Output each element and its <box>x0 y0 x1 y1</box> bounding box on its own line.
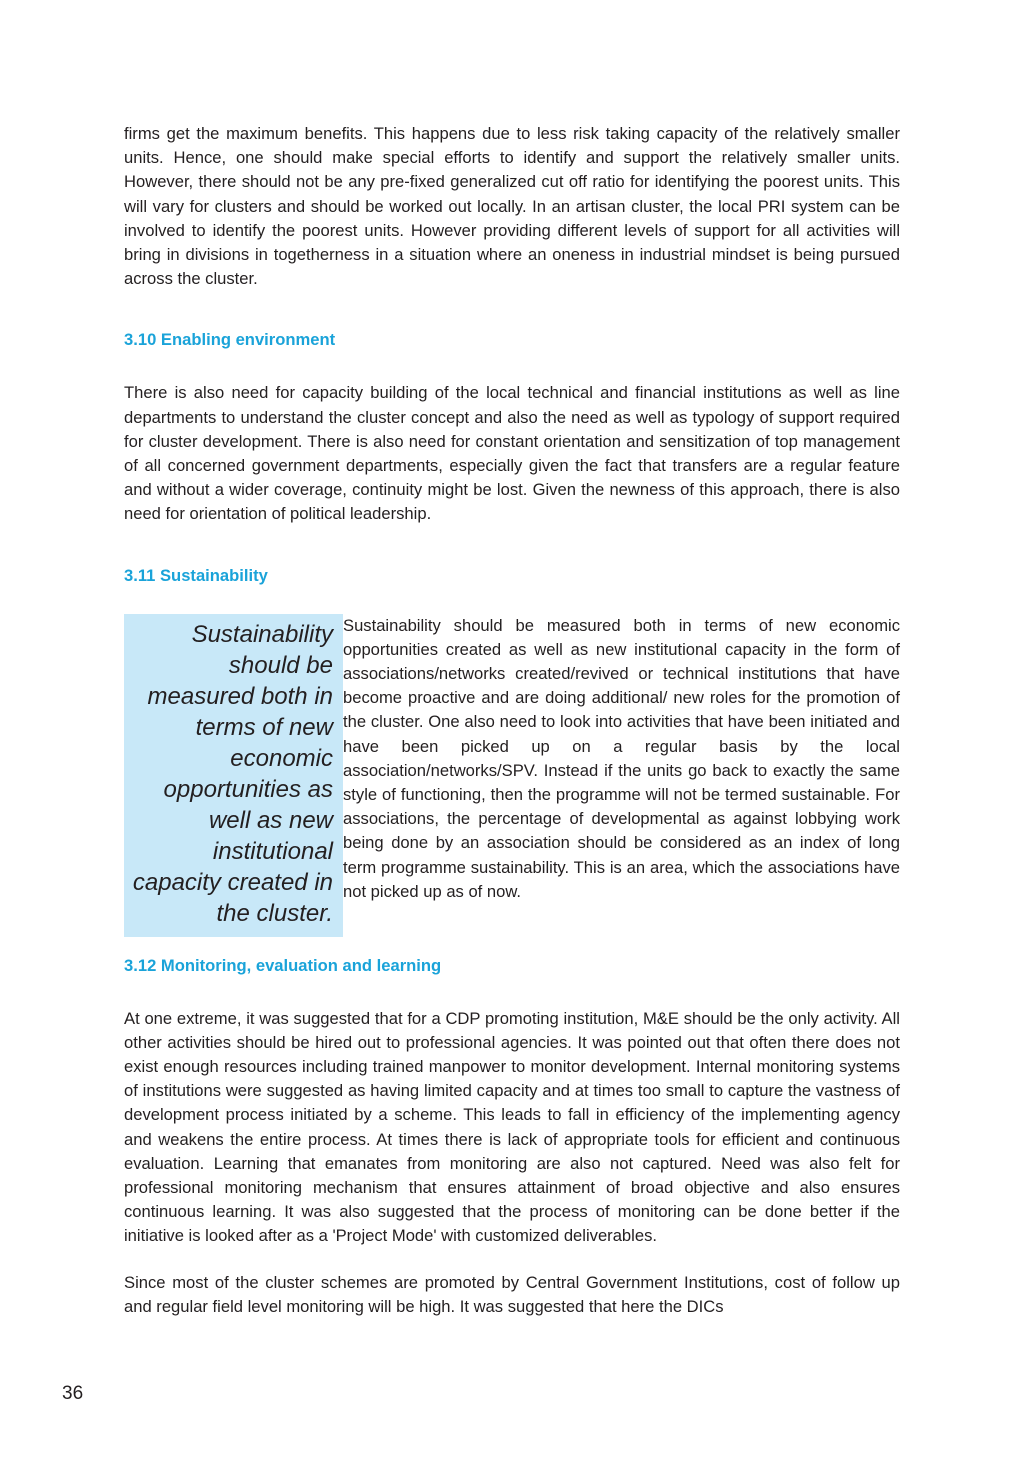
paragraph-monitoring-2: Since most of the cluster schemes are promoted by Central Government Institutions, cost of follow up and regular field level monitoring will be high. It was suggested that here the DICs <box>124 1272 900 1316</box>
section-heading-3-11: 3.11 Sustainability <box>124 565 268 585</box>
section-heading-3-12: 3.12 Monitoring, evaluation and learning <box>124 955 442 975</box>
paragraph-intro: firms get the maximum benefits. This happens due to less risk taking capacity of the relatively smaller units. Hence, one should make special efforts to identify and support the relatively smaller units. However, there should not be any pre-fixed generalized cut off ratio for identifying the poorest units. This will vary for clusters and should be worked out locally. In an artisan cluster, the local PRI system can be involved to identify the poorest units. However providing different levels of support for all activities will bring in divisions in togetherness in a situation where an oneness in industrial mindset is being pursued across the cluster. <box>124 124 900 289</box>
paragraph-sustainability: Sustainability should be measured both in terms of new economic opportunities created as well as new institutional capacity in the form of associations/networks created/revived or technical institutions that have become proactive and are doing additional/ new roles for the promotion of the cluster. One also need to look into activities that have been initiated and have been picked up on a regular basis by the local association/networks/SPV. Instead if the units go back to exactly the same style of functioning, then the programme will not be termed sustainable. For associations, the percentage of developmental as against lobbying work being done by an association should be considered as an index of long term programme sustainability. This is an area, which the associations have not picked up as of now. <box>343 615 900 901</box>
paragraph-enabling-environment: There is also need for capacity building of the local technical and financial institutions as well as line departments to understand the cluster concept and also the need as well as typology of support required for cluster development. There is also need for constant orientation and sensitization of top management of all concerned government departments, especially given the fact that transfers are a regular feature and without a wider coverage, continuity might be lost. Given the newness of this approach, there is also need for orientation of political leadership. <box>124 383 900 524</box>
paragraph-monitoring-1: At one extreme, it was suggested that for a CDP promoting institution, M&E should be the only activity. All other activities should be hired out to professional agencies. It was pointed out that often there does not exist enough resources including trained manpower to monitor development. Internal monitoring systems of institutions were suggested as having limited capacity and at times too small to capture the vastness of development process initiated by a scheme. This leads to fall in efficiency of the implementing agency and weakens the entire process. At times there is lack of appropriate tools for efficient and continuous evaluation. Learning that emanates from monitoring are also not captured. Need was also felt for professional monitoring mechanism that ensures attainment of broad objective and also ensures continuous learning. It was also suggested that the process of monitoring can be done better if the initiative is looked after as a 'Project Mode' with customized deliverables. <box>124 1008 900 1246</box>
sustainability-block <box>124 614 900 937</box>
page-content <box>124 122 900 1319</box>
pullquote-box <box>124 614 343 937</box>
section-heading-3-10: 3.10 Enabling environment <box>124 330 336 350</box>
pullquote-text: Sustainability should be measured both in terms of new economic opportunities as well as new institutional capacity created in the cluster. <box>132 620 333 927</box>
page-number: 36 <box>62 1383 84 1404</box>
